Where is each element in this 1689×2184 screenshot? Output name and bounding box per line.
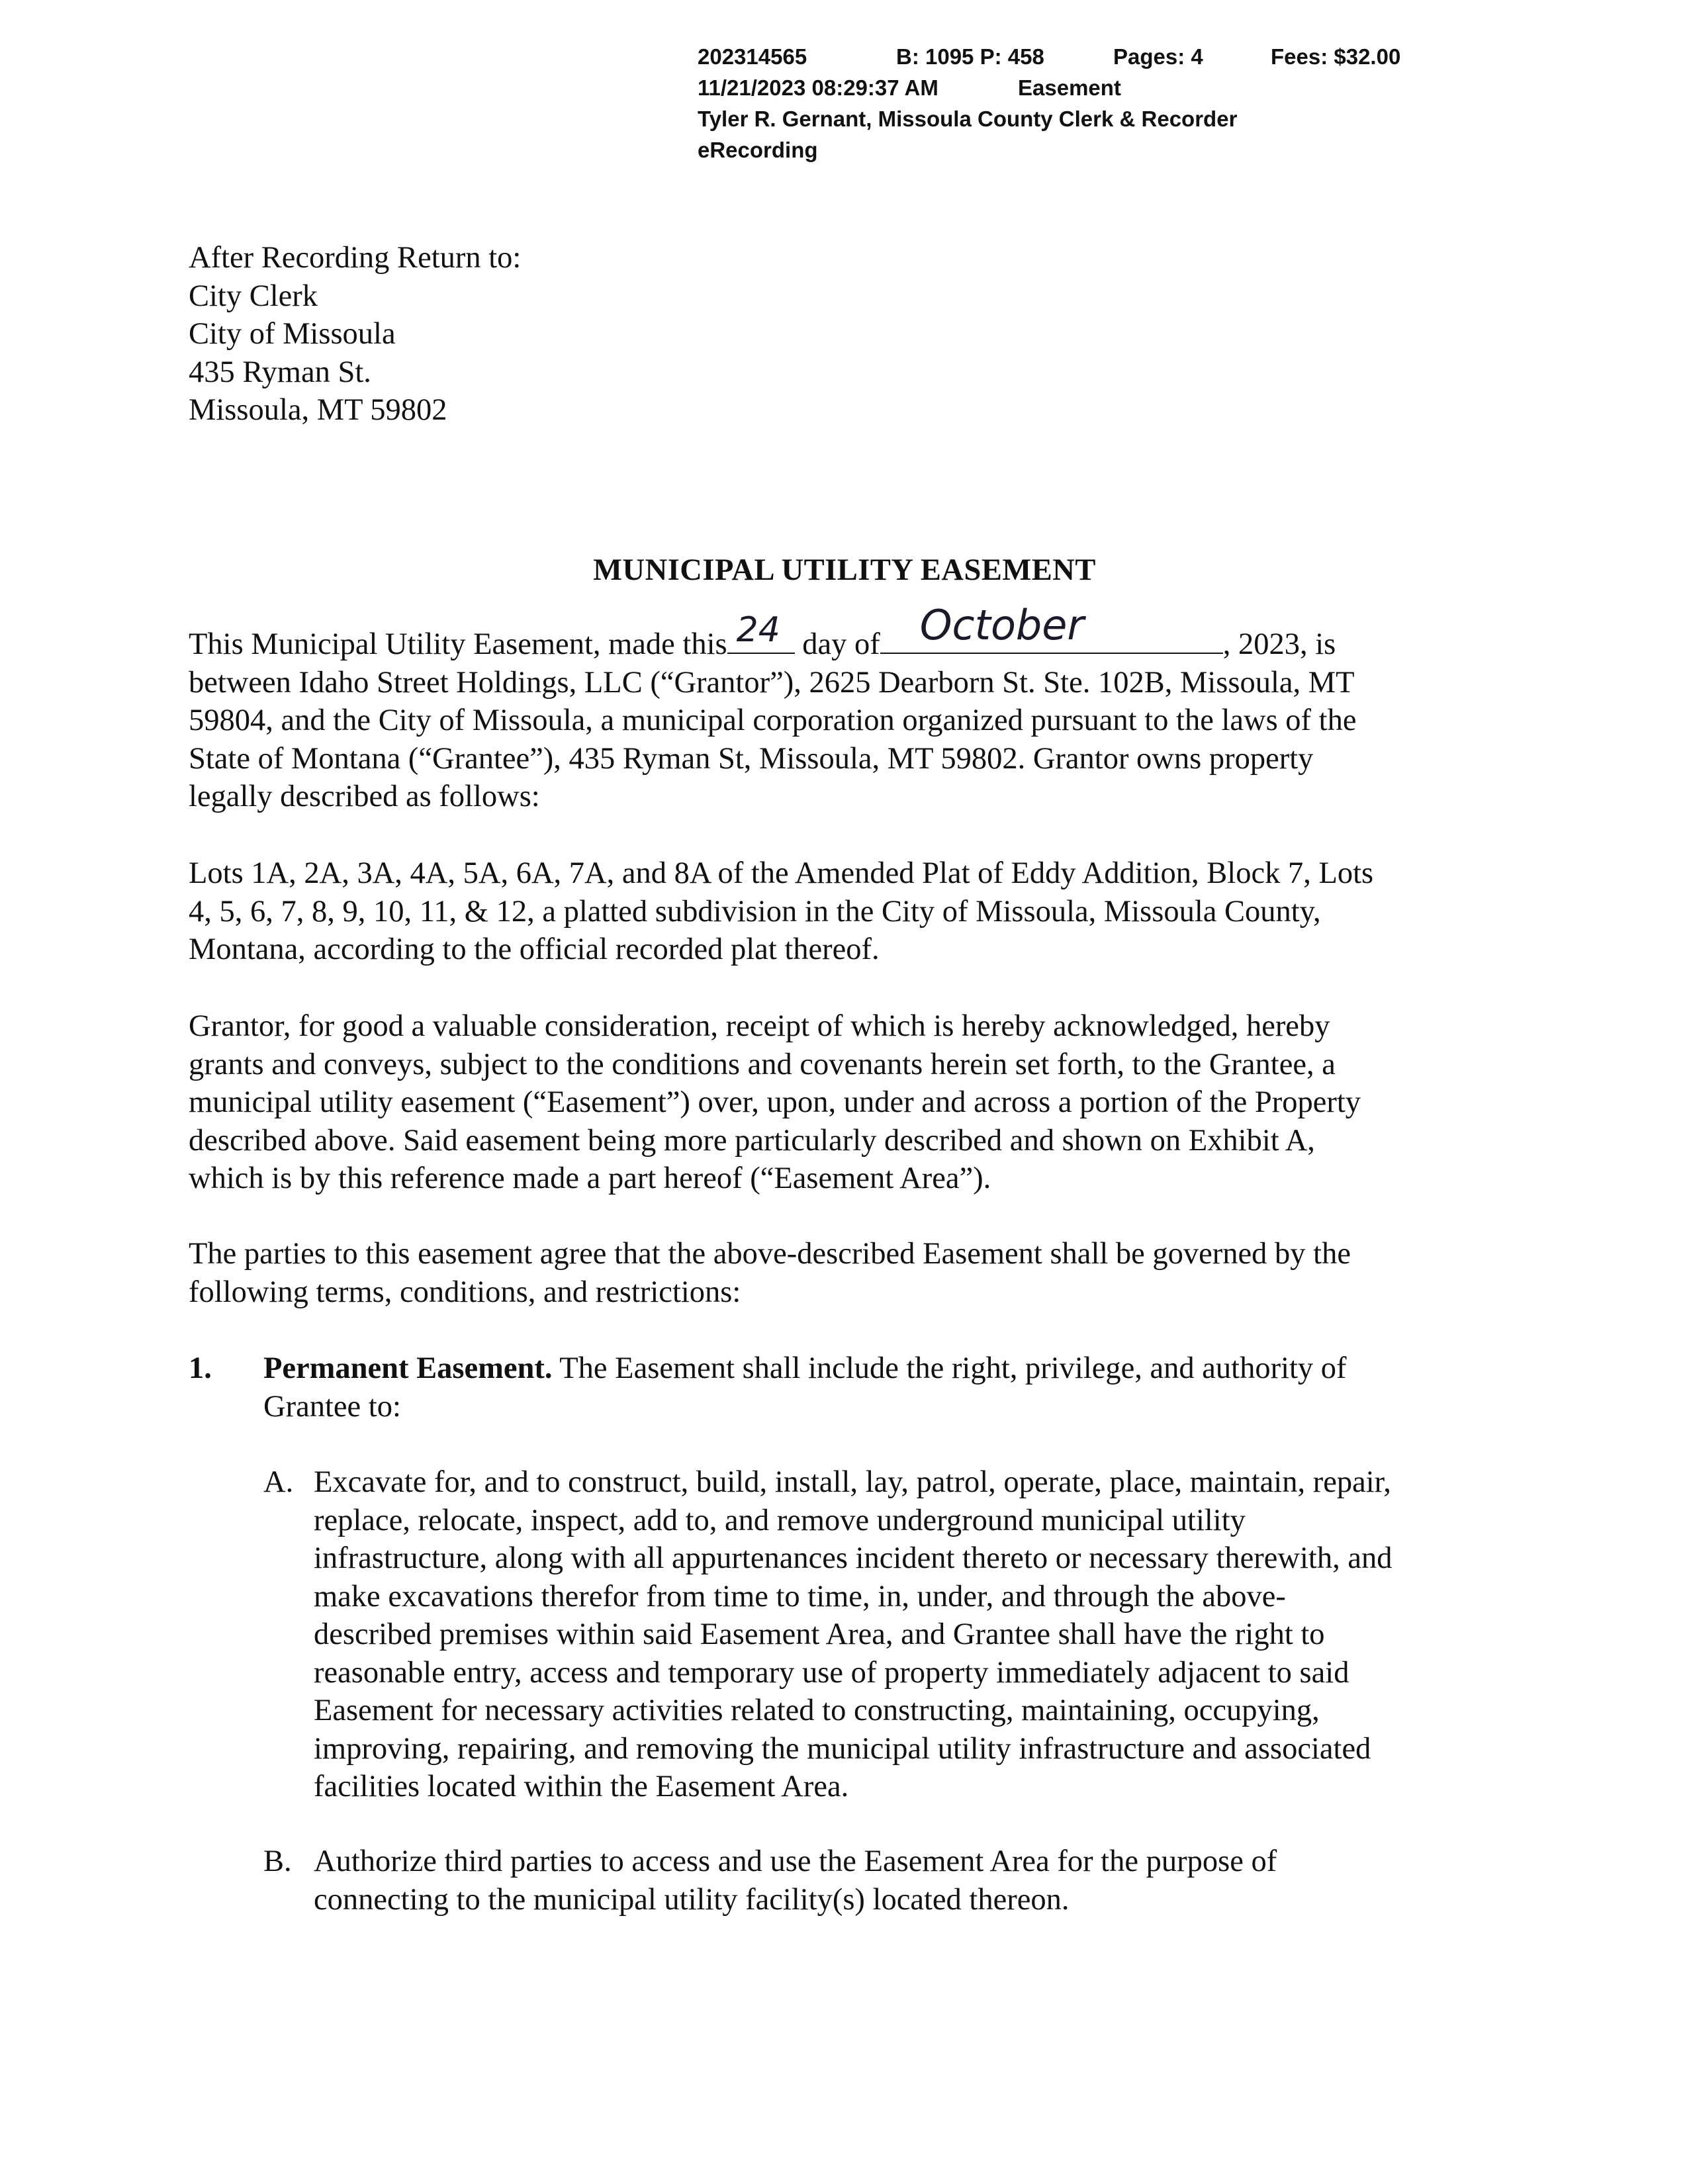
item-a-line: described premises within said Easement Area, and Grantee shall have the right to xyxy=(314,1617,1325,1651)
terms-line: following terms, conditions, and restrictions: xyxy=(189,1275,741,1309)
intro-suffix: , 2023, is xyxy=(1222,627,1336,661)
recording-method: eRecording xyxy=(698,138,818,162)
day-blank xyxy=(727,610,795,654)
intro-line: legally described as follows: xyxy=(189,780,540,813)
recording-datetime: 11/21/2023 08:29:37 AM xyxy=(698,75,938,100)
grant-line: Grantor, for good a valuable consideration, receipt of which is hereby acknowledged, hereby xyxy=(189,1009,1330,1043)
day-of-label: day of xyxy=(802,627,880,661)
item-a-body xyxy=(314,1463,1479,1806)
recording-fees: Fees: $32.00 xyxy=(1271,44,1401,69)
return-to-line: City of Missoula xyxy=(189,317,396,351)
legal-line: Montana, according to the official recorded plat thereof. xyxy=(189,933,880,966)
item-a-line: facilities located within the Easement Area. xyxy=(314,1770,849,1803)
item-letter: A. xyxy=(263,1465,294,1499)
return-to-line: 435 Ryman St. xyxy=(189,355,371,389)
item-a-line: replace, relocate, inspect, add to, and remove underground municipal utility xyxy=(314,1503,1246,1537)
intro-paragraph xyxy=(189,601,1473,816)
section-1-first-line xyxy=(263,1349,1475,1388)
legal-description xyxy=(189,854,1473,969)
item-a-line: infrastructure, along with all appurtenances incident thereto or necessary therewith, and xyxy=(314,1541,1392,1575)
legal-line: 4, 5, 6, 7, 8, 9, 10, 11, & 12, a platted subdivision in the City of Missoula, Missoula County, xyxy=(189,894,1321,929)
legal-line: Lots 1A, 2A, 3A, 4A, 5A, 6A, 7A, and 8A of the Amended Plat of Eddy Addition, Block 7, Lots xyxy=(189,856,1374,890)
recorder-name: Tyler R. Gernant, Missoula County Clerk & Recorder xyxy=(698,107,1238,131)
intro-first-line xyxy=(189,601,1473,664)
return-to-line: Missoula, MT 59802 xyxy=(189,393,447,427)
return-address-block xyxy=(189,239,521,430)
handwritten-day: 24 xyxy=(736,610,780,650)
intro-line: between Idaho Street Holdings, LLC (“Grantor”), 2625 Dearborn St. Ste. 102B, Missoula, MT xyxy=(189,665,1355,700)
grant-line: grants and conveys, subject to the conditions and covenants herein set forth, to the Grantee, a xyxy=(189,1047,1336,1081)
item-b-line: Authorize third parties to access and use the Easement Area for the purpose of xyxy=(314,1844,1277,1878)
item-a-line: Easement for necessary activities related to constructing, maintaining, occupying, xyxy=(314,1694,1320,1727)
section-number: 1. xyxy=(189,1351,212,1385)
return-to-line: City Clerk xyxy=(189,279,318,313)
terms-line: The parties to this easement agree that the above-described Easement shall be governed by the xyxy=(189,1237,1351,1271)
grant-line: municipal utility easement (“Easement”) over, upon, under and across a portion of the Property xyxy=(189,1085,1361,1119)
terms-paragraph xyxy=(189,1235,1473,1311)
item-a-line: make excavations therefor from time to time, in, under, and through the above- xyxy=(314,1579,1286,1614)
intro-prefix: This Municipal Utility Easement, made this xyxy=(189,627,727,661)
handwritten-month: October xyxy=(919,601,1084,649)
document-number: 202314565 xyxy=(698,44,807,69)
grant-line: described above. Said easement being more particularly described and shown on Exhibit A, xyxy=(189,1123,1315,1158)
book-page: B: 1095 P: 458 xyxy=(896,44,1044,69)
page-count: Pages: 4 xyxy=(1113,44,1203,69)
recording-stamp xyxy=(698,41,1492,165)
item-a-line: improving, repairing, and removing the municipal utility infrastructure and associated xyxy=(314,1731,1371,1766)
intro-line: State of Montana (“Grantee”), 435 Ryman St, Missoula, MT 59802. Grantor owns property xyxy=(189,741,1314,776)
grant-paragraph xyxy=(189,1007,1473,1198)
return-to-heading: After Recording Return to: xyxy=(189,241,522,275)
intro-line: 59804, and the City of Missoula, a municipal corporation organized pursuant to the laws of the xyxy=(189,704,1357,737)
grant-line: which is by this reference made a part hereof (“Easement Area”). xyxy=(189,1161,991,1195)
section-1-text: The Easement shall include the right, privilege, and authority of xyxy=(552,1351,1347,1385)
item-b-line: connecting to the municipal utility facility(s) located thereon. xyxy=(314,1882,1070,1917)
month-blank xyxy=(880,601,1223,654)
section-1-body xyxy=(263,1349,1475,1426)
document-title: MUNICIPAL UTILITY EASEMENT xyxy=(593,553,1096,587)
section-heading: Permanent Easement. xyxy=(263,1351,553,1385)
item-b-body xyxy=(314,1843,1479,1919)
item-a-line: reasonable entry, access and temporary use of property immediately adjacent to said xyxy=(314,1655,1349,1690)
item-letter: B. xyxy=(263,1844,292,1878)
section-1-continuation: Grantee to: xyxy=(263,1389,401,1424)
document-type: Easement xyxy=(1018,75,1121,100)
item-a-line: Excavate for, and to construct, build, install, lay, patrol, operate, place, maintain, repair, xyxy=(314,1465,1391,1499)
